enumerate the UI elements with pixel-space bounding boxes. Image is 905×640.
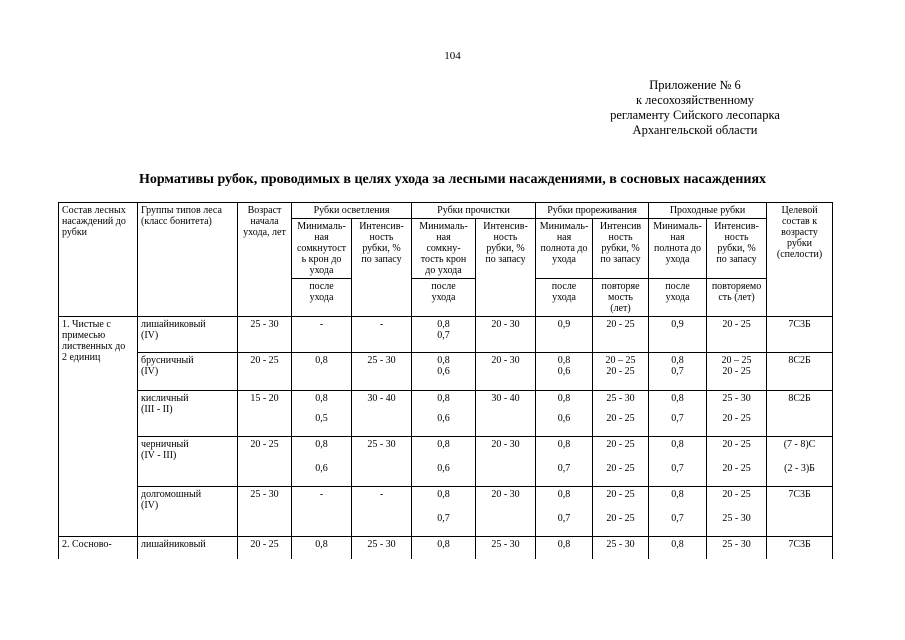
data-cell: 0,8 [412,537,476,559]
data-cell: 0,8 [536,537,593,559]
target-composition-cell: 7С3Б [767,537,833,559]
header-forest-type-groups: Группы типов леса (класс бонитета) [138,203,238,317]
data-cell: 20 - 30 [476,437,536,487]
forest-type-cell: лишайниковый [138,537,238,559]
target-composition-cell: 7С3Б [767,487,833,537]
header-repeat-interval: повторяемо сть (лет) [707,279,767,317]
appendix-line: Архангельской области [632,123,758,137]
header-after-care: после ухода [649,279,707,317]
data-cell: 20 - 25 20 - 25 [593,487,649,537]
header-thinning-cuts: Рубки прореживания [536,203,649,219]
data-cell: 0,8 0,7 [649,353,707,391]
data-cell: 0,8 0,6 [412,353,476,391]
header-clearing-intensity: Интенсив- ность рубки, % по запасу [352,219,412,317]
header-passage-cuts: Проходные рубки [649,203,767,219]
data-cell: 20 - 25 [593,317,649,353]
header-cleaning-min-density: Минималь- ная сомкну- тость крон до ухода [412,219,476,279]
data-cell: 0,8 0,7 [649,437,707,487]
target-composition-cell: 7С3Б [767,317,833,353]
header-repeat-interval: повторяе мость (лет) [593,279,649,317]
appendix-line: к лесохозяйственному [635,93,755,107]
header-passage-intensity: Интенсив- ность рубки, % по запасу [707,219,767,279]
data-cell: 0,8 0,6 [412,437,476,487]
data-cell: - [352,487,412,537]
data-cell: 0,8 [292,537,352,559]
forest-type-cell: брусничный (IV) [138,353,238,391]
appendix-line: регламенту Сийского лесопарка [610,108,780,122]
header-after-care: после ухода [412,279,476,317]
data-cell: 20 - 25 25 - 30 [707,487,767,537]
header-composition: Состав лесных насаждений до рубки [59,203,138,317]
header-thinning-min-density: Минималь- ная полнота до ухода [536,219,593,279]
forest-type-cell: черничный (IV - III) [138,437,238,487]
data-cell: 0,8 [292,353,352,391]
data-cell: 0,8 0,6 [292,437,352,487]
document-title: Нормативы рубок, проводимых в целях ухода за лесными насаждениями, в сосновых насаждениях [138,172,767,187]
data-cell: 20 - 25 [707,317,767,353]
header-passage-min-density: Минималь- ная полнота до ухода [649,219,707,279]
data-cell: 0,8 0,6 [536,353,593,391]
data-cell: 0,9 [649,317,707,353]
data-cell: 25 - 30 [352,437,412,487]
forest-type-cell: долгомошный (IV) [138,487,238,537]
start-age-cell: 20 - 25 [238,353,292,391]
data-cell: 0,8 0,7 [412,317,476,353]
data-cell: 0,8 0,5 [292,391,352,437]
data-cell: 0,8 0,7 [649,391,707,437]
data-cell: 25 - 30 [476,537,536,559]
header-target-composition: Целевой состав к возрасту рубки (спелости) [767,203,833,317]
start-age-cell: 25 - 30 [238,487,292,537]
data-cell: 0,8 0,6 [412,391,476,437]
table-row [59,537,833,559]
header-clearing-min-density: Минималь- ная сомкнутост ь крон до ухода [292,219,352,279]
data-cell: 20 - 25 20 - 25 [593,437,649,487]
data-cell: - [292,487,352,537]
start-age-cell: 20 - 25 [238,437,292,487]
header-start-age: Возраст начала ухода, лет [238,203,292,317]
data-cell: 0,8 0,7 [412,487,476,537]
forest-type-cell: кисличный (III - II) [138,391,238,437]
table-row [59,391,833,437]
appendix-line: Приложение № 6 [649,78,741,92]
data-cell: 25 - 30 [707,537,767,559]
composition-cell: 2. Сосново- [59,537,138,559]
data-cell: 20 – 25 20 - 25 [593,353,649,391]
data-cell: 0,8 0,6 [536,391,593,437]
forest-type-cell: лишайниковый (IV) [138,317,238,353]
table-row [59,487,833,537]
data-cell: 0,8 [649,537,707,559]
data-cell: 20 - 25 20 - 25 [707,437,767,487]
data-cell: 20 - 30 [476,353,536,391]
table-row [59,437,833,487]
start-age-cell: 25 - 30 [238,317,292,353]
data-cell: 25 - 30 [593,537,649,559]
data-cell: 25 - 30 20 - 25 [593,391,649,437]
target-composition-cell: (7 - 8)С (2 - 3)Б [767,437,833,487]
data-cell: 25 - 30 [352,353,412,391]
page-number: 104 [444,50,461,62]
start-age-cell: 20 - 25 [238,537,292,559]
data-cell: 0,9 [536,317,593,353]
header-thinning-intensity: Интенсив ность рубки, % по запасу [593,219,649,279]
data-cell: 30 - 40 [352,391,412,437]
header-clearing-cuts: Рубки осветления [292,203,412,219]
table-row [59,353,833,391]
table-row [59,317,833,353]
standards-table [58,202,833,559]
header-cleaning-intensity: Интенсив- ность рубки, % по запасу [476,219,536,317]
data-cell: - [352,317,412,353]
data-cell: 20 – 25 20 - 25 [707,353,767,391]
data-cell: 30 - 40 [476,391,536,437]
target-composition-cell: 8С2Б [767,391,833,437]
data-cell: 0,8 0,7 [536,437,593,487]
appendix-caption [590,78,800,138]
data-cell: 25 - 30 [352,537,412,559]
data-cell: 20 - 30 [476,317,536,353]
header-after-care: после ухода [292,279,352,317]
header-cleaning-cuts: Рубки прочистки [412,203,536,219]
data-cell: 20 - 30 [476,487,536,537]
data-cell: - [292,317,352,353]
header-after-care: после ухода [536,279,593,317]
data-cell: 0,8 0,7 [649,487,707,537]
data-cell: 0,8 0,7 [536,487,593,537]
target-composition-cell: 8С2Б [767,353,833,391]
start-age-cell: 15 - 20 [238,391,292,437]
composition-cell: 1. Чистые с примесью лиственных до 2 единиц [59,317,138,537]
data-cell: 25 - 30 20 - 25 [707,391,767,437]
